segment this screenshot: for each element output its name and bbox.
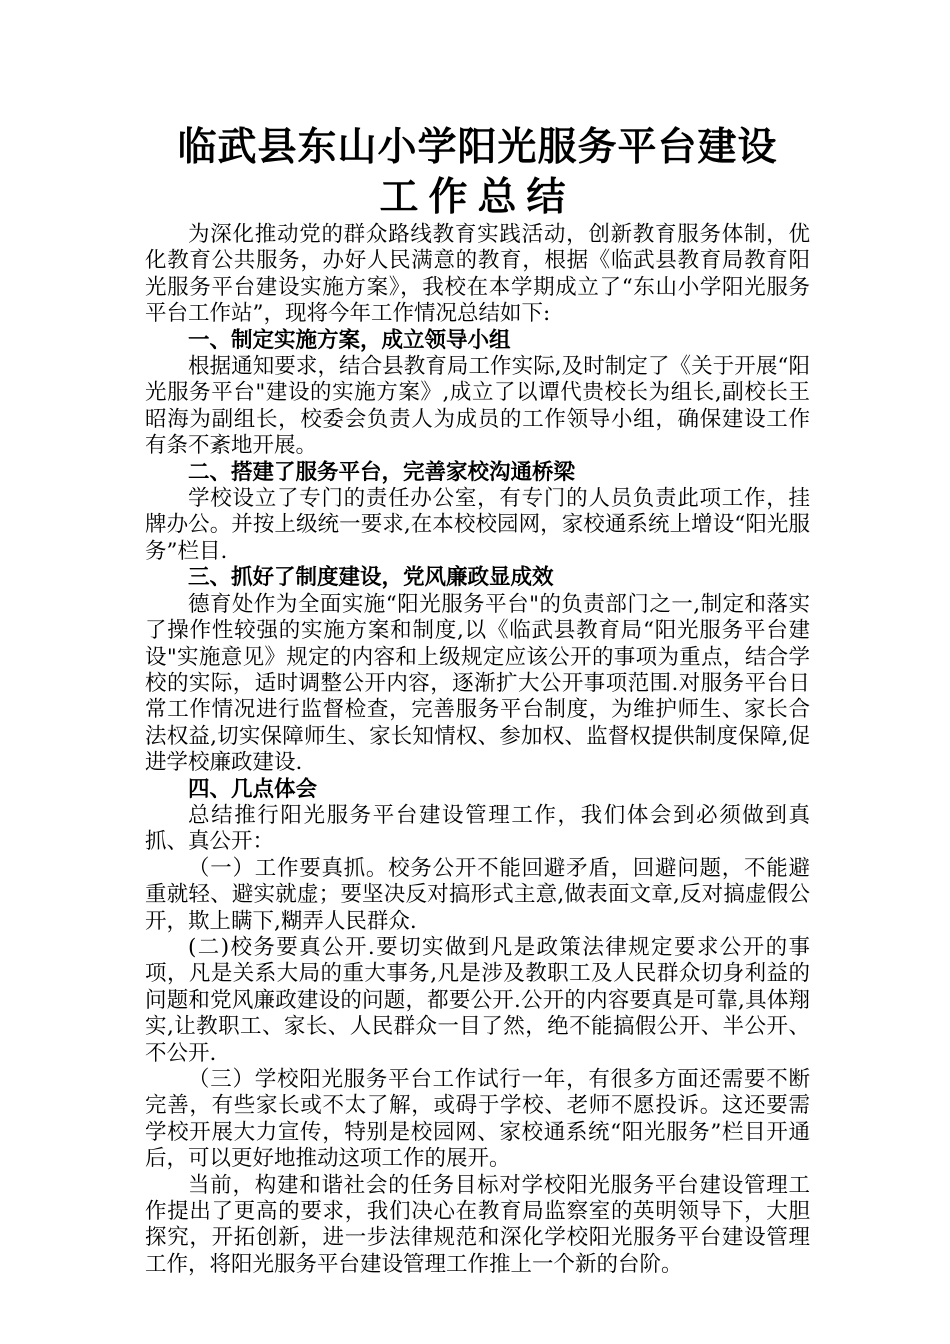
paragraph-intro: 为深化推动党的群众路线教育实践活动，创新教育服务体制，优化教育公共服务，办好人民满意的教育，根据《临武县教育局教育阳光服务平台建设实施方案》，我校在本学期成立了“东山小学阳光服务平台工作站”，现将今年工作情况总结如下:: [145, 222, 810, 327]
section-heading-2: 二、搭建了服务平台，完善家校沟通桥梁: [188, 459, 576, 485]
document-body: [145, 222, 810, 1278]
paragraph-point-1: （一）工作要真抓。校务公开不能回避矛盾，回避问题，不能避重就轻、避实就虚；要坚决反对搞形式主意,做表面文章,反对搞虚假公开，欺上瞒下,糊弄人民群众.: [145, 855, 810, 934]
section-heading-1: 一、制定实施方案，成立领导小组: [188, 327, 511, 353]
document-title-line2: 工作总结: [379, 174, 576, 220]
paragraph-point-2: (二)校务要真公开.要切实做到凡是政策法律规定要求公开的事项，凡是关系大局的重大事务,凡是涉及教职工及人民群众切身利益的问题和党风廉政建设的问题，都要公开.公开的内容要真是可靠,具体翔实,让教职工、家长、人民群众一目了然，绝不能搞假公开、半公开、不公开.: [145, 934, 810, 1066]
paragraph-section-1: 根据通知要求，结合县教育局工作实际,及时制定了《关于开展“阳光服务平台"建设的实施方案》,成立了以谭代贵校长为组长,副校长王昭海为副组长，校委会负责人为成员的工作领导小组，确保建设工作有条不紊地开展。: [145, 354, 810, 459]
paragraph-section-2: 学校设立了专门的责任办公室，有专门的人员负责此项工作，挂牌办公。并按上级统一要求,在本校校园网，家校通系统上增设“阳光服务”栏目.: [145, 486, 810, 564]
paragraph-point-3: （三）学校阳光服务平台工作试行一年，有很多方面还需要不断完善，有些家长或不太了解，或碍于学校、老师不愿投诉。这还要需学校开展大力宣传，特别是校园网、家校通系统“阳光服务”栏目开通后，可以更好地推动这项工作的展开。: [145, 1067, 810, 1172]
paragraph-section-4-intro: 总结推行阳光服务平台建设管理工作，我们体会到必须做到真抓、真公开：: [145, 802, 810, 855]
document-title-line1: 临武县东山小学阳光服务平台建设: [177, 124, 778, 170]
section-heading-4: 四、几点体会: [188, 776, 318, 802]
document-page: [145, 122, 810, 1278]
section-heading-3: 三、抓好了制度建设，党风廉政显成效: [188, 565, 554, 591]
paragraph-conclusion: 当前，构建和谐社会的任务目标对学校阳光服务平台建设管理工作提出了更高的要求，我们决心在教育局监察室的英明领导下，大胆探究，开拓创新，进一步法律规范和深化学校阳光服务平台建设管理工作，将阳光服务平台建设管理工作推上一个新的台阶。: [145, 1172, 810, 1277]
paragraph-section-3: 德育处作为全面实施“阳光服务平台"的负责部门之一,制定和落实了操作性较强的实施方案和制度,以《临武县教育局“阳光服务平台建设"实施意见》规定的内容和上级规定应该公开的事项为重点，结合学校的实际，适时调整公开内容，逐渐扩大公开事项范围.对服务平台日常工作情况进行监督检查，完善服务平台制度，为维护师生、家长合法权益,切实保障师生、家长知情权、参加权、监督权提供制度保障,促进学校廉政建设.: [145, 591, 810, 776]
